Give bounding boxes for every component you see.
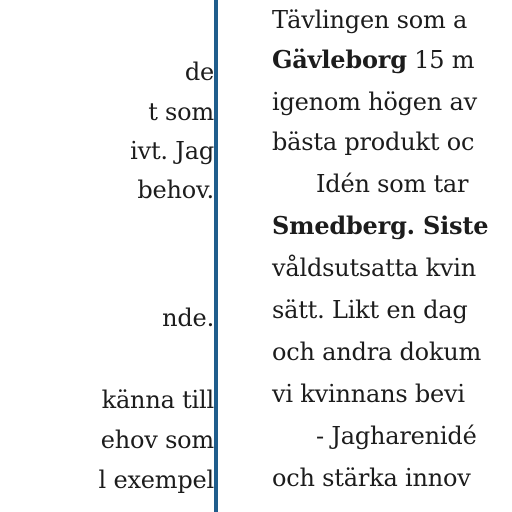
article-line — [272, 128, 474, 156]
text-segment: Tävlingen som a — [272, 6, 468, 34]
article-line — [316, 422, 477, 450]
text-segment: och andra dokum — [272, 338, 482, 366]
text-segment: sätt. Likt en dag — [272, 296, 468, 324]
text-segment: och stärka innov — [272, 464, 471, 492]
left-line: känna till — [101, 386, 214, 414]
text-segment: vi kvinnans bevi — [272, 380, 465, 408]
bold-text-segment: Gävleborg — [272, 45, 407, 74]
article-line — [272, 464, 471, 492]
article-line — [272, 338, 481, 366]
article-line — [272, 46, 474, 74]
text-segment: igenom högen av — [272, 88, 477, 116]
text-segment: Idén som tar — [316, 170, 469, 198]
article-line — [272, 296, 468, 324]
article-line — [272, 380, 465, 408]
left-line: t som — [148, 98, 214, 126]
text-segment: bästa produkt oc — [272, 128, 475, 156]
article-line — [316, 170, 468, 198]
text-segment: 15 m — [406, 46, 475, 74]
right-text-column — [222, 0, 512, 512]
left-line: ivt. Jag — [130, 137, 214, 165]
text-segment: - Jagharenidé — [316, 422, 477, 450]
bold-text-segment: Smedberg. Siste — [272, 211, 489, 240]
left-line: l exempel — [98, 466, 214, 494]
article-line — [272, 6, 467, 34]
left-line: de — [184, 58, 214, 86]
column-divider — [214, 0, 218, 512]
left-line: behov. — [137, 176, 214, 204]
article-line — [272, 254, 476, 282]
article-line — [272, 88, 477, 116]
article-line — [272, 212, 488, 240]
left-line: ehov som — [100, 426, 214, 454]
text-segment: våldsutsatta kvin — [272, 254, 477, 282]
left-text-column — [0, 0, 214, 512]
left-line: nde. — [162, 304, 214, 332]
